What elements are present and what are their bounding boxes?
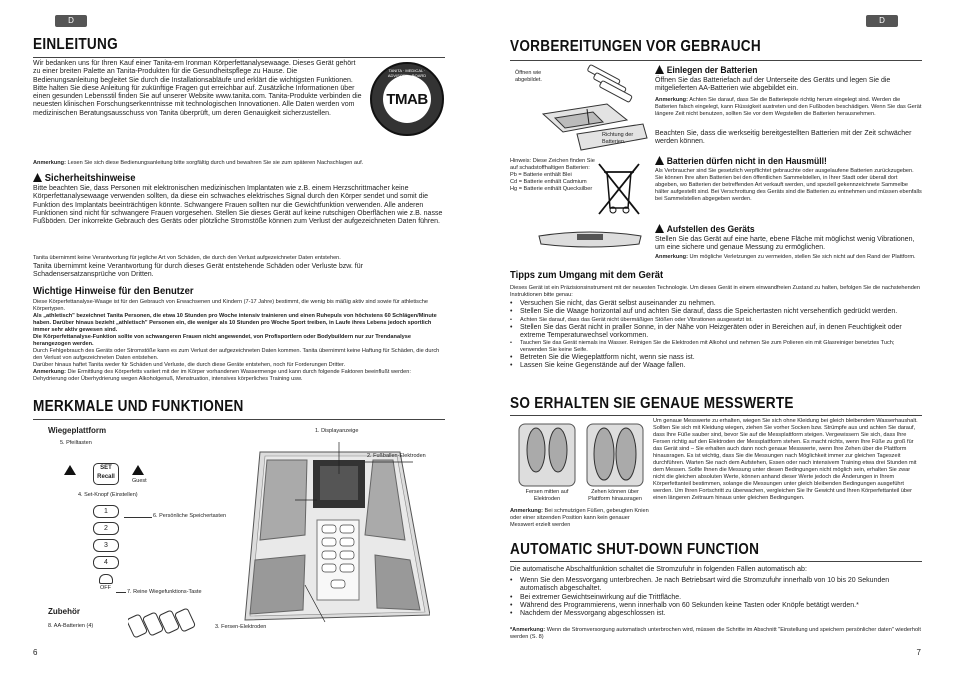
vorbereitungen-heading: VORBEREITUNGEN VOR GEBRAUCH (510, 38, 761, 55)
scale-side-illustration (535, 228, 645, 250)
benutzer-body: Diese Körperfettanalyse-Waage ist für den Gebrauch von Erwachsenen und Kindern (7-17 Jahre) bestimmt, die wenig bis mäßig aktiv sind sowie für athletische Körpertypen. Als „athletisch" bezeichnet Tanita Personen, die etwa 10 Stunden pro Woche intensiv trainieren und einen Ruhepuls von höchstens 60 Schlägen/Minute haben. Darüber hinaus bezieht „athletisch" Personen ein, die weniger als 10 Stunden pro Woche Sport treiben, in Laufe ihres Lebens jedoch sportlich immer sehr aktiv gewesen sind. Die Körperfettanalyse-Funktion sollte von schwangeren Frauen nicht angewendet, von Profisportlern oder Bodybuildern nur zur Trendanalyse herangezogen werden. Durch Fehlgebrauch des Geräts oder Stromstöße kann es zum Verlust der aufgezeichneten Daten kommen. Tanita übernimmt keine Haftung für Schäden, die durch den Verlust von aufgezeichneten Daten entstehen. Darüber hinaus haftet Tanita weder für Schäden und Verluste, die durch diese Geräte entstehen, noch für Forderungen Dritter. Anmerkung: Die Ermittlung des Körperfetts variiert mit der im Körper vorhandenen Wassermenge und kann durch folgende Faktoren beeinflußt werden: Dehydrierung oder Überhydrierung wegen Alkoholgenuß, Menstruation, intensives körperliches Training usw. (33, 299, 440, 382)
label-pfeiltasten: 5. Pfeiltasten (60, 440, 92, 446)
language-tab: D (866, 15, 898, 27)
einleitung-body: Wir bedanken uns für Ihren Kauf einer Tanita-em Ironman Körperfettanalysewaage. Dieses Gerät gehört zu einer breiten Palette an Tanita-Produkten für die Gesundheitspflege zu Hause. Die Bedienungsanleitung begleitet Sie durch die Installationsabläufe und erklärt die wichtigsten Funktionen. Bitte halten Sie diese Anleitung für zukünftige Fragen gut erreichbar auf. Zusätzliche Informationen über einen gesunden Lebensstil finden Sie auf unserer Website www.tanita.com. Tanita-Produkte verbinden die neuesten klinischen Forschungserkenntnisse mit technologischen Innovationen. Alle Daten werden vom medizinischen Beratungsausschuss von Tanita überprüft, um deren Genauigkeit sicherzustellen. (33, 60, 362, 117)
tmab-logo (370, 62, 444, 136)
fig-label-open: Öffnen wie abgebildet. (515, 70, 542, 83)
batterien-heading: Einlegen der Batterien (655, 65, 757, 76)
sicherheit-heading: Sicherheitshinweise (33, 172, 136, 184)
list-item: • Tauchen Sie das Gerät niemals ins Wasser. Reinigen Sie die Elektroden mit Alkohol und nehmen Sie zum Polieren ein mit Glasreiniger benetztes Tuch; verwenden Sie keine Seife. (510, 340, 922, 354)
off-label: OFF (100, 585, 111, 591)
warning-icon (655, 65, 664, 74)
list-item: • Nachdem der Messvorgang abgeschlossen ist. (510, 610, 922, 618)
batterien-note: Anmerkung: Achten Sie darauf, dass Sie die Batteriepole richtig herum eingelegt sind. Werden die Batterien falsch eingelegt, kann Flüssigkeit austreten und den Fußboden beschädigen. Wenn Sie das Gerät längere Zeit nicht benutzen, sollten Sie vor dem Wegstellen die Batterien herausnehmen. (655, 97, 922, 117)
list-item: • Versuchen Sie nicht, das Gerät selbst auseinander zu nehmen. (510, 300, 922, 308)
shutdown-list (510, 577, 922, 618)
language-tab: D (55, 15, 87, 27)
label-speichertasten: 6. Persönliche Speichertasten (153, 513, 227, 519)
benutzer-heading: Wichtige Hinweise für den Benutzer (33, 285, 194, 297)
label-set-knopf: 4. Set-Knopf (Einstellen) (78, 492, 138, 498)
label-fersen: 3. Fersen-Elektroden (215, 624, 267, 630)
guest-label: Guest (132, 478, 147, 484)
zubehoer-item: 8. AA-Batterien (4) (48, 623, 94, 629)
batteries-illustration (128, 600, 198, 638)
aufstellen-body: Stellen Sie das Gerät auf eine harte, ebene Fläche mit möglichst wenig Vibrationen, um eine sichere und genaue Messung zu ermöglichen. (655, 236, 915, 252)
feet-toes-illustration (585, 420, 645, 488)
caption-heels: Fersen mitten auf Elektroden (525, 489, 569, 502)
list-item: • Bei extremer Gewichtseinwirkung auf die Trittfläche. (510, 594, 922, 602)
warning-icon (655, 156, 664, 165)
aufstellen-note: Anmerkung: Um mögliche Verletzungen zu vermeiden, stellen Sie sich nicht auf den Rand der Plattform. (655, 254, 916, 260)
aufstellen-heading: Aufstellen des Geräts (655, 224, 755, 235)
list-item: • Während des Programmierens, wenn innerhalb von 60 Sekunden keine Tasten oder Knöpfe betätigt werden.* (510, 602, 922, 610)
shutdown-intro: Die automatische Abschaltfunktion schaltet die Stromzufuhr in folgenden Fällen automatisch ab: (510, 566, 807, 573)
set-recall-key: SET Recall (93, 463, 119, 485)
messwerte-note: Anmerkung: Bei schmutzigen Füßen, gebeugten Knien oder einer sitzenden Position kann kein genauer Messwert erzielt werden (510, 508, 649, 528)
hausmuell-heading: Batterien dürfen nicht in den Hausmüll! (655, 156, 827, 167)
scale-illustration (225, 430, 430, 640)
warning-icon (655, 224, 664, 233)
crossed-bin-icon (595, 160, 643, 218)
pointer-line (124, 517, 152, 518)
page-number: 6 (33, 648, 38, 657)
up-arrow-key (64, 465, 76, 475)
list-item: • Achten Sie darauf, dass das Gerät nicht übermäßigen Stößen oder Vibrationen ausgesetzt ist. (510, 317, 922, 324)
logo-ring-text: TANITA · MEDICAL · ADVISORY · BOARD (387, 68, 427, 78)
shutdown-heading: AUTOMATIC SHUT-DOWN FUNCTION (510, 541, 760, 558)
list-item: • Wenn Sie den Messvorgang unterbrechen. Je nach Betriebsart wird die Stromzufuhr innerhalb von 10 bis 20 Sekunden automatisch abgeschaltet. (510, 577, 922, 594)
tipps-intro: Dieses Gerät ist ein Präzisionsinstrument mit der neuesten Technologie. Um dieses Gerät in einem einwandfreien Zustand zu halten, befolgen Sie die nachstehenden Instruktionen bitte genau: (510, 285, 921, 298)
list-item: • Betreten Sie die Wiegeplattform nicht, wenn sie nass ist. (510, 354, 922, 362)
label-fussballen: 2. Fußballen-Elektroden (367, 453, 426, 459)
hinweis-text: Hinweis: Diese Zeichen finden Sie auf schadstoffhaltigen Batterien: Pb = Batterie enthält Blei Cd = Batterie enthält Cadmium Hg = Batterie enthält Quecksilber (510, 158, 595, 192)
off-key (99, 574, 113, 584)
memory-key-4: 4 (93, 556, 119, 569)
tipps-list (510, 300, 922, 371)
warning-icon (33, 173, 42, 182)
memory-key-3: 3 (93, 539, 119, 552)
label-wiegefunktion: 7. Reine Wiegefunktions-Taste (127, 589, 202, 595)
messwerte-body: Um genaue Messwerte zu erhalten, wiegen Sie sich ohne Kleidung bei gleich bleibendem Wasserhaushalt. Sollten Sie sich mit Kleidung wiegen, ziehen Sie vorher Socken bzw. Strümpfe aus und achten Sie darauf, dass Ihre Füße sauber sind, bevor Sie auf die Messplattform steigen. Vergewissern Sie sich, dass Ihre Fersen richtig auf den Elektroden der Messplattform stehen. Es macht nichts, wenn Ihre Füße zu groß für das Gerät sind – Sie erhalten auch dann noch genaue Messwerte, wenn Ihre Zehen über die Plattform hinausragen. Es ist wichtig, dass Sie die Messungen nach Möglichkeit immer zur gleichen Tageszeit durchführen. Warten Sie nach dem Aufstehen, Essen oder nach intensivem Training etwa drei Stunden mit dem Messen. Sollte Ihnen die Messung unter diesen Bedingungen nicht möglich sein, erhalten Sie zwar nicht die gleichen absoluten Werte, können anhand dieser Werte jedoch die Änderungen in Ihrem Körperfettanteil bestimmen, solange die Messungen unter gleich bleibenden Bedingungen ausgeführt werden. Um Ihren Fortschritt zu überwachen, vergleichen Sie Ihr Gewicht und Ihren Körperfettanteil über einen längeren Zeitraum hinaus unter gleichen Bedingungen. (653, 418, 918, 501)
divider (33, 419, 445, 420)
label-display: 1. Displayanzeige (315, 428, 359, 434)
tipps-heading: Tipps zum Umgang mit dem Gerät (510, 269, 664, 281)
einleitung-note: Anmerkung: Lesen Sie sich diese Bedienungsanleitung bitte sorgfältig durch und bewahren Sie sie zum späteren Nachschlagen auf. (33, 160, 364, 166)
down-arrow-key (132, 465, 144, 475)
page-number: 7 (916, 648, 921, 657)
sicherheit-body-2: Tanita übernimmt keine Verantwortung für jegliche Art von Schäden, die durch den Verlust aufgezeichneter Daten entstehen. (33, 255, 341, 261)
sicherheit-body-3: Tanita übernimmt keine Verantwortung für durch dieses Gerät entstehende Schäden oder Verluste bzw. für Schadensersatzansprüche von Dritten. (33, 263, 363, 279)
fig-label-direction: Richtung der Batterien. (602, 132, 634, 145)
logo-center-text: TMAB (386, 91, 428, 108)
right-page (477, 0, 954, 677)
list-item: • Stellen Sie die Waage horizontal auf und achten Sie darauf, dass die Speichertasten nicht versehentlich gedrückt werden. (510, 308, 922, 316)
list-item: • Lassen Sie keine Gegenstände auf der Waage fallen. (510, 362, 922, 370)
hausmuell-body: Als Verbraucher sind Sie gesetzlich verpflichtet gebrauchte oder ausgelaufene Batterien zurückzugeben. Sie können Ihre alten Batterien bei den öffentlichen Sammelstellen, in Ihrer Stadt oder überall dort abgeben, wo Batterien der betreffenden Art verkauft werden, und speziell gekennzeichnete Sammelbe hälter aufgestellt sind. Bei Verschrottung des Geräts sind die Batterien zu entnehmen und müssen ebenfalls bei Sammelstellen abgegeben werden. (655, 168, 922, 202)
wiegeplattform-label: Wiegeplattform (48, 426, 107, 435)
pointer-line (116, 592, 126, 593)
memory-key-2: 2 (93, 522, 119, 535)
divider (510, 60, 922, 61)
sicherheit-body: Bitte beachten Sie, dass Personen mit elektronischen medizinischen Implantaten wie z.B. einem Herzschrittmacher keine Körperfettanalysewaage verwenden sollten, da diese ein schwaches elektrisches Signal durch den Körper sendet und somit die Funktion des Implantats beeinträchtigen könnte. Schwangere Frauen sollten nur die Gewichtfunktion verwenden. Alle anderen Funktionen sind nicht für schwangere Frauen vorgesehen. Stellen Sie dieses Gerät auf keine rutschigen Oberflächen wie z.B. nasse Fußböden. Der inkorrekte Gebrauch des Geräts oder plötzliche Stromstöße können zum Verlust der aufgezeichneten Daten führen. (33, 185, 443, 226)
divider (33, 57, 445, 58)
messwerte-heading: SO ERHALTEN SIE GENAUE MESSWERTE (510, 395, 794, 412)
merkmale-heading: MERKMALE UND FUNKTIONEN (33, 398, 244, 415)
caption-toes: Zehen können über Plattform hinausragen (588, 489, 642, 502)
batterien-body: Öffnen Sie das Batteriefach auf der Unterseite des Geräts und legen Sie die mitgelieferten AA-Batterien wie abgebildet ein. (655, 77, 891, 93)
shutdown-note: *Anmerkung: Wenn die Stromversorgung automatisch unterbrochen wird, müssen die Schritte im Abschnitt "Einstellung und speichern persönlicher daten" wiederholt werden (S. 8) (510, 627, 921, 640)
einleitung-heading: EINLEITUNG (33, 36, 118, 53)
feet-heel-illustration (517, 420, 577, 488)
list-item: • Stellen Sie das Gerät nicht in praller Sonne, in der Nähe von Heizgeräten oder in Bereichen auf, in denen Feuchtigkeit oder extreme Temperaturwechsel vorkommen. (510, 324, 922, 341)
divider (510, 561, 922, 562)
batterien-body-2: Beachten Sie, dass die werkseitig bereitgestellten Batterien mit der Zeit schwächer werden können. (655, 130, 912, 146)
zubehoer-label: Zubehör (48, 607, 80, 616)
memory-key-1: 1 (93, 505, 119, 518)
divider (510, 415, 922, 416)
